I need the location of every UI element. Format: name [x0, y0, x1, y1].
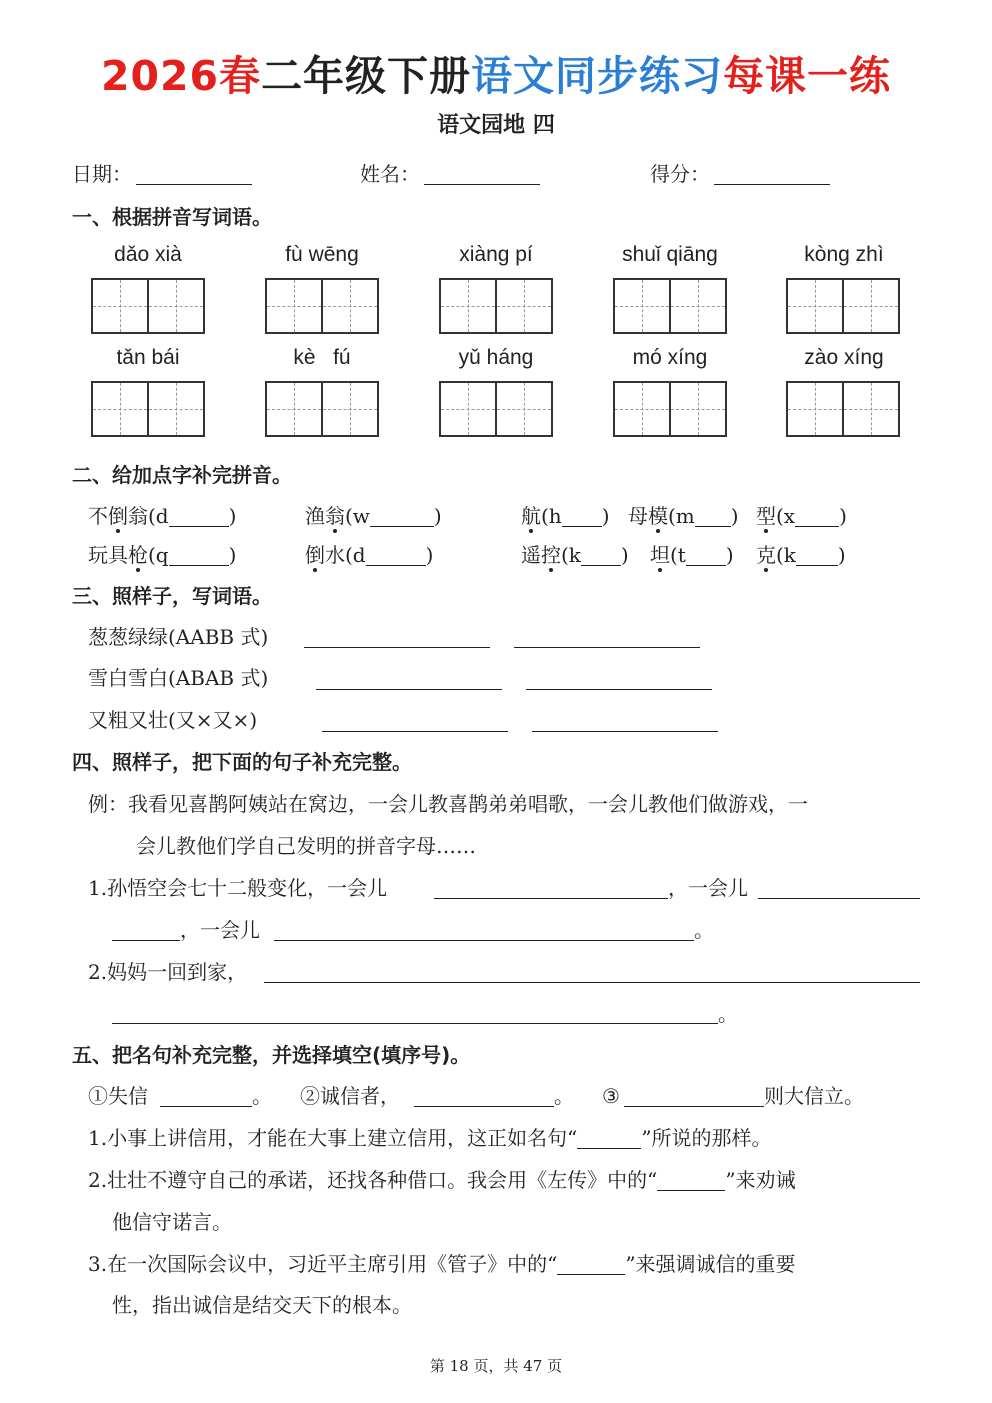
- pinyin-item: 航(h ): [521, 504, 610, 528]
- question-5-1: 1.小事上讲信用，才能在大事上建立信用，这正如名句“ ”所说的那样。: [88, 1126, 772, 1150]
- answer-line[interactable]: [304, 647, 490, 648]
- page-title: 2026春二年级下册语文同步练习每课一练: [100, 52, 892, 100]
- quote-option-3: ③: [602, 1084, 620, 1108]
- lesson-subtitle: 语文园地 四: [437, 113, 555, 138]
- pinyin-label: kè fú: [293, 346, 351, 369]
- writing-grid[interactable]: [439, 278, 553, 334]
- section2-heading: 二、给加点字补完拼音。: [72, 463, 292, 487]
- answer-blank[interactable]: [657, 1170, 725, 1191]
- section4-heading: 四、照样子，把下面的句子补充完整。: [72, 750, 412, 774]
- writing-grid[interactable]: [265, 278, 379, 334]
- answer-line[interactable]: [112, 1023, 718, 1024]
- pinyin-item: 玩具枪(q ): [88, 543, 237, 567]
- writing-grid[interactable]: [786, 381, 900, 437]
- answer-line[interactable]: [434, 898, 668, 899]
- answer-line[interactable]: [112, 940, 180, 941]
- pinyin-label: mó xíng: [632, 346, 708, 369]
- answer-blank[interactable]: [577, 1128, 641, 1149]
- answer-blank[interactable]: [557, 1254, 625, 1275]
- answer-line[interactable]: [532, 731, 718, 732]
- question-4-2: 2.妈妈一回到家，: [88, 960, 248, 984]
- pinyin-item: 母模(m ): [628, 504, 739, 528]
- pinyin-item: 渔翁(w ): [305, 504, 442, 528]
- answer-line[interactable]: [322, 731, 508, 732]
- section1-heading: 一、根据拼音写词语。: [72, 205, 272, 229]
- question-5-3-cont: 性，指出诚信是结交天下的根本。: [112, 1293, 412, 1317]
- writing-grid[interactable]: [613, 278, 727, 334]
- answer-blank[interactable]: [581, 545, 621, 566]
- answer-blank[interactable]: [695, 506, 731, 527]
- question-5-3: 3.在一次国际会议中，习近平主席引用《管子》中的“ ”来强调诚信的重要: [88, 1252, 796, 1276]
- writing-grid[interactable]: [91, 381, 205, 437]
- answer-blank[interactable]: [686, 545, 726, 566]
- writing-grid[interactable]: [786, 278, 900, 334]
- answer-line[interactable]: [526, 689, 712, 690]
- quote-option-1: ①失信: [88, 1084, 148, 1108]
- pinyin-label: dǎo xià: [114, 243, 182, 266]
- pattern-example: 雪白雪白(ABAB 式): [88, 666, 269, 690]
- answer-blank[interactable]: [795, 506, 839, 527]
- pinyin-label: yǔ háng: [458, 346, 534, 369]
- section5-heading: 五、把名句补充完整，并选择填空(填序号)。: [72, 1043, 471, 1067]
- name-field[interactable]: [360, 160, 540, 188]
- score-label: 得分：: [650, 162, 710, 186]
- section3-heading: 三、照样子，写词语。: [72, 584, 272, 608]
- pinyin-label: zào xíng: [804, 346, 884, 369]
- date-label: 日期：: [72, 162, 132, 186]
- score-field[interactable]: [650, 160, 830, 188]
- answer-blank[interactable]: [370, 506, 434, 527]
- answer-line[interactable]: [414, 1106, 554, 1107]
- question-4-1-mid: ，一会儿: [668, 876, 748, 900]
- answer-blank[interactable]: [562, 506, 602, 527]
- quote-option-2-end: 。: [554, 1084, 574, 1108]
- answer-line[interactable]: [624, 1106, 764, 1107]
- example-sentence: 例：我看见喜鹊阿姨站在窝边，一会儿教喜鹊弟弟唱歌，一会儿教他们做游戏，一: [88, 792, 808, 816]
- date-blank[interactable]: [136, 164, 252, 185]
- pinyin-item: 坦(t ): [650, 543, 734, 567]
- quote-option-1-end: 。: [252, 1084, 272, 1108]
- pinyin-label: xiàng pí: [459, 243, 533, 266]
- page-number: 第 18 页，共 47 页: [429, 1357, 563, 1375]
- quote-option-3-end: 则大信立。: [764, 1084, 864, 1108]
- writing-grid[interactable]: [613, 381, 727, 437]
- pinyin-item: 克(k ): [756, 543, 846, 567]
- question-4-2-end: 。: [718, 1002, 738, 1026]
- writing-grid[interactable]: [439, 381, 553, 437]
- pattern-example: 又粗又壮(又×又×): [88, 708, 258, 732]
- pinyin-item: 不倒翁(d ): [88, 504, 237, 528]
- answer-line[interactable]: [160, 1106, 252, 1107]
- pinyin-item: 型(x ): [756, 504, 847, 528]
- pinyin-item: 遥控(k ): [521, 543, 629, 567]
- question-4-1: 1.孙悟空会七十二般变化，一会儿: [88, 876, 388, 900]
- answer-line[interactable]: [758, 898, 920, 899]
- answer-line[interactable]: [274, 940, 694, 941]
- question-4-1-end: 。: [694, 918, 714, 942]
- answer-line[interactable]: [264, 982, 920, 983]
- pinyin-label: kòng zhì: [804, 243, 884, 266]
- score-blank[interactable]: [714, 164, 830, 185]
- question-4-1-mid2: ，一会儿: [180, 918, 260, 942]
- question-5-2: 2.壮壮不遵守自己的承诺，还找各种借口。我会用《左传》中的“ ”来劝诫: [88, 1168, 796, 1192]
- pattern-example: 葱葱绿绿(AABB 式): [88, 625, 269, 649]
- name-blank[interactable]: [424, 164, 540, 185]
- pinyin-label: tǎn bái: [116, 346, 180, 369]
- answer-blank[interactable]: [796, 545, 838, 566]
- quote-option-2: ②诚信者，: [300, 1084, 400, 1108]
- answer-blank[interactable]: [366, 545, 426, 566]
- writing-grid[interactable]: [265, 381, 379, 437]
- question-5-2-cont: 他信守诺言。: [112, 1210, 232, 1234]
- answer-blank[interactable]: [169, 506, 229, 527]
- writing-grid[interactable]: [91, 278, 205, 334]
- name-label: 姓名：: [360, 162, 420, 186]
- example-sentence-cont: 会儿教他们学自己发明的拼音字母……: [136, 834, 476, 858]
- pinyin-label: fù wēng: [285, 243, 359, 266]
- answer-line[interactable]: [316, 689, 502, 690]
- answer-line[interactable]: [514, 647, 700, 648]
- pinyin-label: shuǐ qiāng: [622, 243, 718, 266]
- answer-blank[interactable]: [169, 545, 229, 566]
- pinyin-item: 倒水(d ): [305, 543, 434, 567]
- date-field[interactable]: [72, 160, 252, 188]
